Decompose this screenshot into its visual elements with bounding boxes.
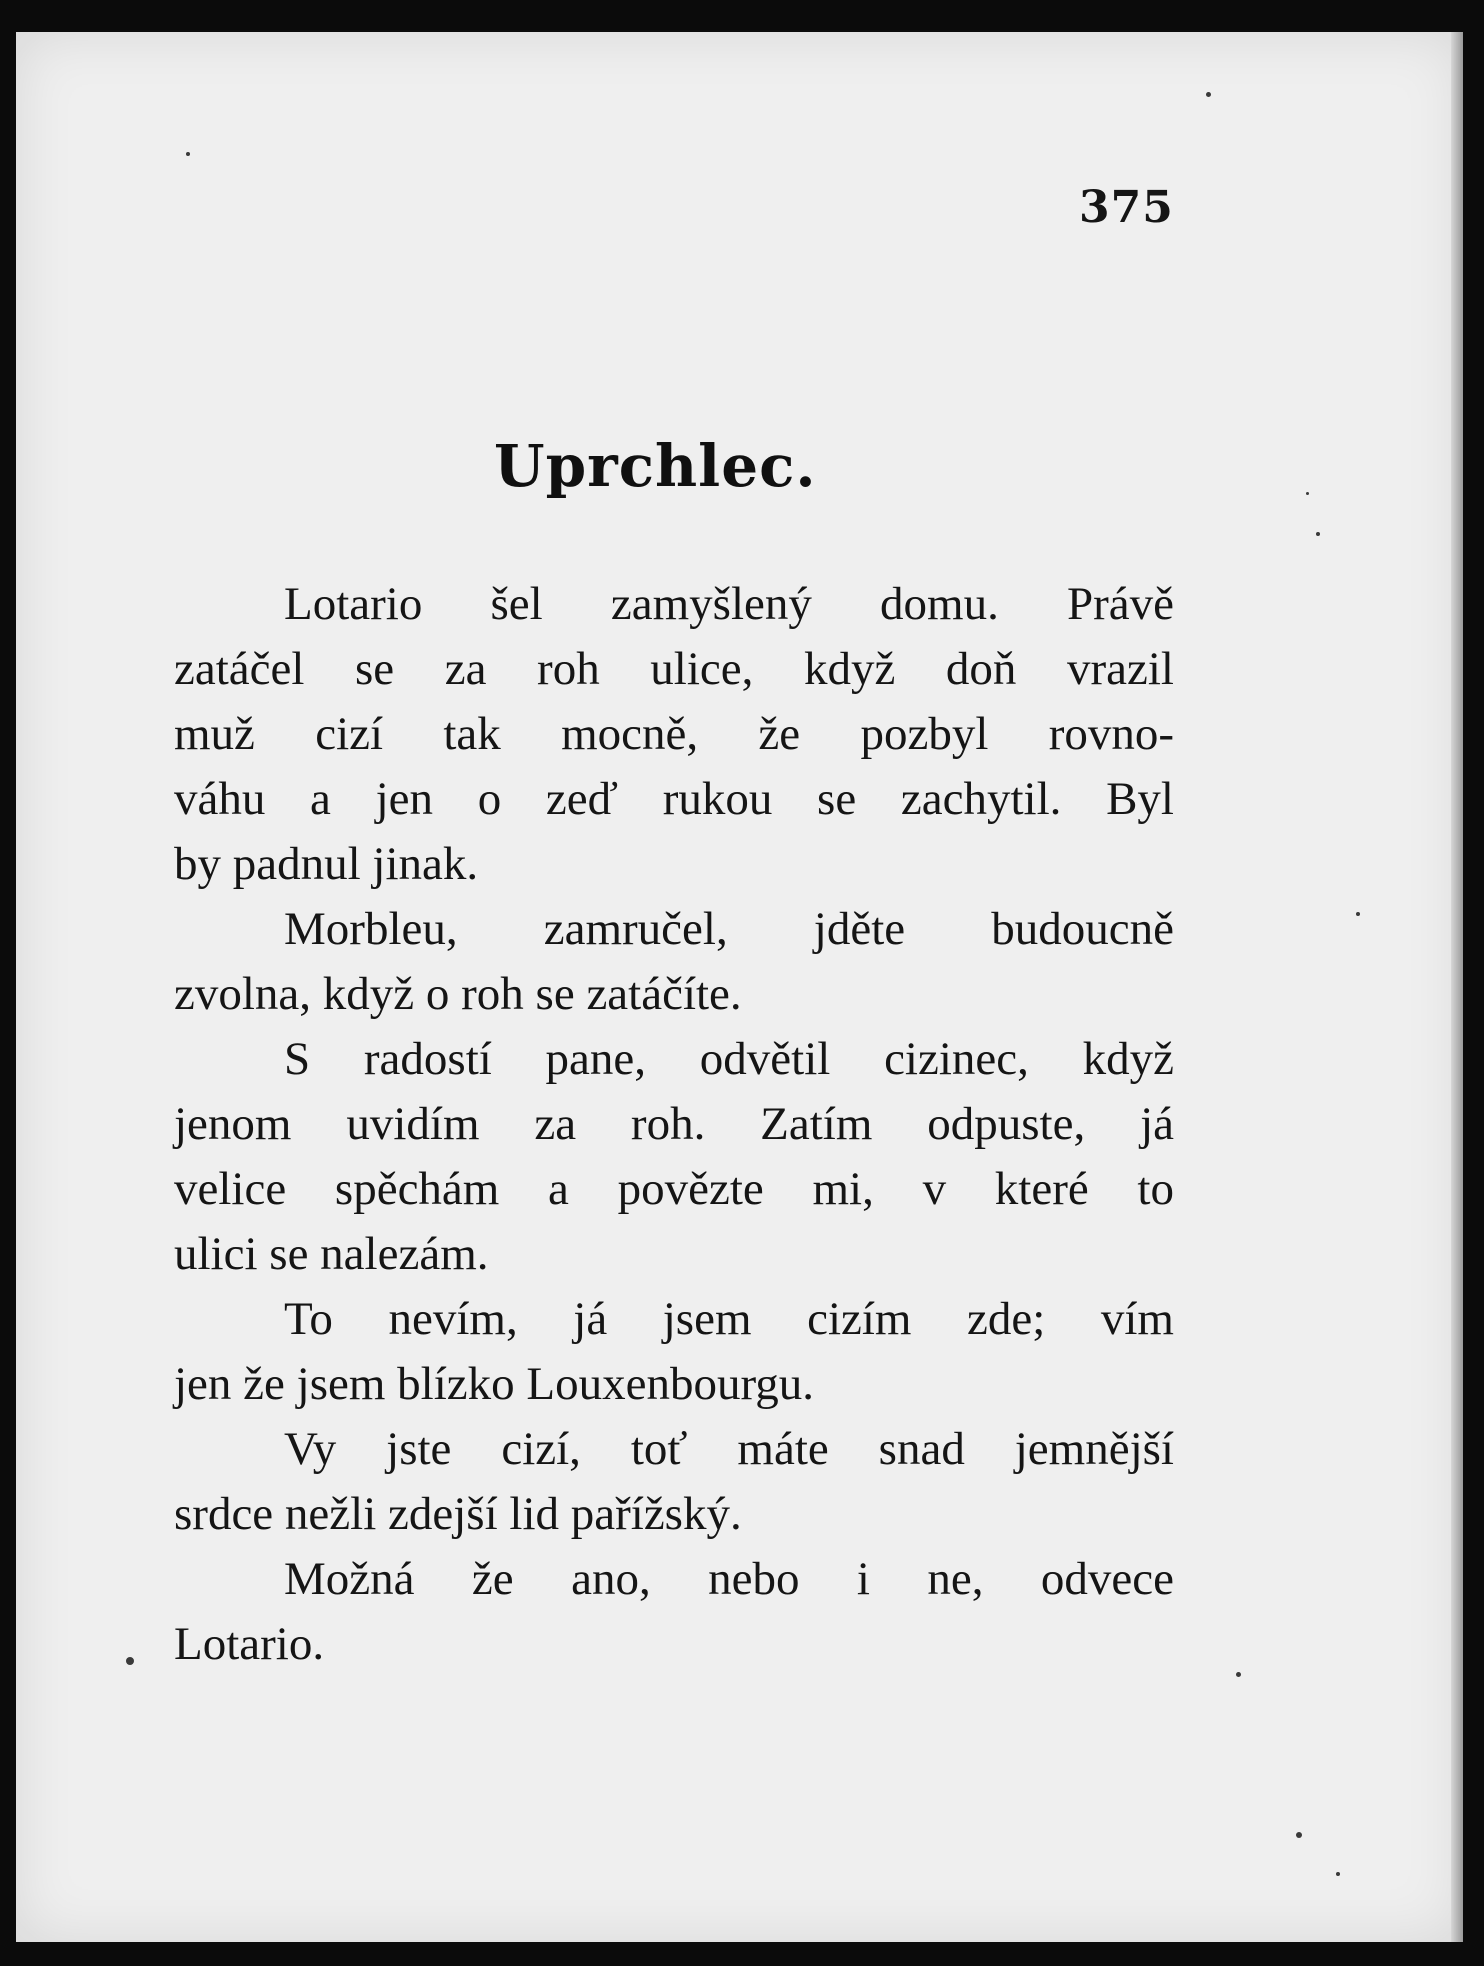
text-line: jen že jsem blízko Louxenbourgu. [174, 1358, 815, 1410]
page-number: 375 [1079, 182, 1174, 233]
text-line: Lotario šel zamyšlený domu. Právě [284, 578, 1174, 630]
paragraph [174, 1287, 1174, 1417]
scan-speck [1236, 1672, 1241, 1677]
scan-speck [1356, 912, 1360, 916]
text-line: by padnul jinak. [174, 838, 479, 890]
text-line: zatáčel se za roh ulice, když doň vrazil [174, 643, 1174, 695]
scan-speck [1296, 1832, 1302, 1838]
scan-speck [1206, 92, 1211, 97]
text-line: muž cizí tak mocně, že pozbyl rovno- [174, 708, 1174, 760]
text-line: Morbleu, zamručel, jděte budoucně [284, 903, 1174, 955]
scan-speck [1306, 492, 1309, 495]
text-line: zvolna, když o roh se zatáčíte. [174, 968, 742, 1020]
text-line: jenom uvidím za roh. Zatím odpuste, já [174, 1098, 1174, 1150]
text-line: velice spěchám a povězte mi, v které to [174, 1163, 1174, 1215]
text-line: ulici se nalezám. [174, 1228, 489, 1280]
scan-speck [1316, 532, 1320, 536]
paragraph [174, 1027, 1174, 1287]
scan-speck [126, 1657, 134, 1665]
text-line: Vy jste cizí, toť máte snad jemnější [284, 1423, 1174, 1475]
text-line: S radostí pane, odvětil cizinec, když [284, 1033, 1174, 1085]
scan-speck [186, 152, 190, 156]
paragraph [174, 572, 1174, 897]
book-page [16, 32, 1463, 1942]
text-line: srdce nežli zdejší lid pařížský. [174, 1488, 742, 1540]
paragraph [174, 1547, 1174, 1677]
page-edge [1451, 32, 1463, 1942]
text-line: váhu a jen o zeď rukou se zachytil. Byl [174, 773, 1174, 825]
text-line: To nevím, já jsem cizím zde; vím [284, 1293, 1174, 1345]
scan-speck [1336, 1872, 1340, 1876]
body-text [174, 572, 1174, 1677]
chapter-title: Uprchlec. [494, 432, 817, 500]
text-line: Lotario. [174, 1618, 325, 1670]
text-line: Možná že ano, nebo i ne, odvece [284, 1553, 1174, 1605]
paragraph [174, 897, 1174, 1027]
paragraph [174, 1417, 1174, 1547]
